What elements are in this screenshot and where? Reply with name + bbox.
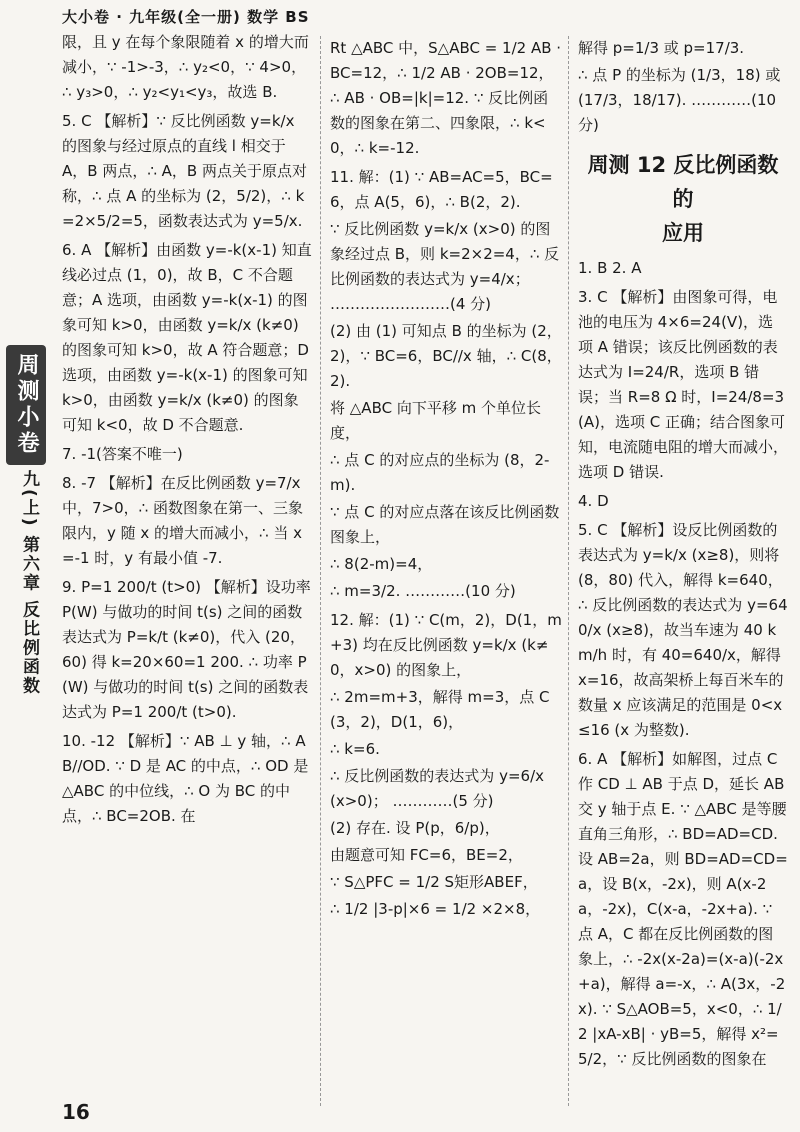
- paragraph: ∴ m=3/2. …………(10 分): [330, 582, 516, 600]
- paragraph: ∵ 点 C 的对应点落在该反比例函数图象上，: [330, 503, 560, 546]
- paragraph: 解得 p=1/3 或 p=17/3.: [578, 39, 745, 57]
- answer-8: 8. -7 【解析】在反比例函数 y=7/x 中，7>0，∴ 函数图象在第一、三象限内，y 随 x 的增大而减小，∴ 当 x=-1 时，y 有最小值 -7.: [62, 474, 303, 567]
- side-tab: 周测小卷: [6, 345, 46, 465]
- answer-7: 7. -1(答案不唯一): [62, 445, 183, 463]
- section-title-line-1: 周测 12 反比例函数的: [587, 153, 779, 211]
- paragraph: 限，且 y 在每个象限随着 x 的增大而减小，∵ -1>-3，∴ y₂<0，∵ 4>0，∴ y₃>0，∴ y₂<y₁<y₃，故选 B.: [62, 33, 309, 101]
- paragraph: ∵ S△PFC = 1/2 S矩形ABEF，: [330, 873, 538, 891]
- paragraph: 由题意可知 FC=6，BE=2，: [330, 846, 523, 864]
- chapter-label: 九(上) 第六章 反比例函数: [19, 470, 39, 696]
- page-header: 大小卷 · 九年级(全一册) 数学 BS: [62, 8, 310, 26]
- answer-10: 10. -12 【解析】∵ AB ⊥ y 轴，∴ AB//OD. ∵ D 是 AC 的中点，∴ OD 是 △ABC 的中位线，∴ O 为 BC 的中点，∴ BC=2OB. 在: [62, 732, 309, 825]
- column-divider: [568, 36, 569, 1106]
- paragraph: ∴ 点 P 的坐标为 (1/3，18) 或 (17/3，18/17). …………(10 分): [578, 66, 781, 134]
- answer-6: 6. A 【解析】由函数 y=-k(x-1) 知直线必过点 (1，0)，故 B，C 不合题意；A 选项，由函数 y=-k(x-1) 的图象可知 k>0，由函数 y=k/x (k≠0) 的图象可知 k>0，故 A 符合题意；D 选项，由函数 y=-k(x-1) 的图象可知 k>0，由函数 y=k/x (k≠0) 的图象可知 k<0，故 D 不合题意.: [62, 241, 312, 434]
- paragraph: (2) 由 (1) 可知点 B 的坐标为 (2，2)，∵ BC=6，BC//x 轴，∴ C(8，2).: [330, 322, 562, 390]
- paragraph: ∴ 1/2 |3-p|×6 = 1/2 ×2×8，: [330, 900, 541, 918]
- column-2: [330, 36, 562, 924]
- answer-9: 9. P=1 200/t (t>0) 【解析】设功率 P(W) 与做功的时间 t(s) 之间的函数表达式为 P=k/t (k≠0)，代入 (20，60) 得 k=20×60=1 200. ∴ 功率 P(W) 与做功的时间 t(s) 之间的函数表达式为 P=1 200/t (t>0).: [62, 578, 311, 721]
- paragraph: Rt △ABC 中，S△ABC = 1/2 AB · BC=12，∴ 1/2 AB · 2OB=12，∴ AB · OB=|k|=12. ∵ 反比例函数的图象在第二、四象限，∴ k<0，∴ k=-12.: [330, 39, 562, 157]
- paragraph: ∴ 点 C 的对应点的坐标为 (8，2-m).: [330, 451, 550, 494]
- paragraph: ∴ 反比例函数的表达式为 y=6/x (x>0)； …………(5 分): [330, 767, 545, 810]
- answer-5: 5. C 【解析】∵ 反比例函数 y=k/x 的图象与经过原点的直线 l 相交于 A，B 两点，∴ A，B 两点关于原点对称，∴ 点 A 的坐标为 (2，5/2)，∴ k=2×5/2=5，函数表达式为 y=5/x.: [62, 112, 307, 230]
- section-title: [578, 148, 788, 250]
- column-1: [62, 30, 312, 833]
- paragraph: ∴ 2m=m+3，解得 m=3，点 C(3，2)，D(1，6)，: [330, 688, 550, 731]
- page-number: 16: [62, 1100, 90, 1124]
- answer-3: 3. C 【解析】由图象可得，电池的电压为 4×6=24(V)，选项 A 错误；该反比例函数的表达式为 I=24/R，选项 B 错误；当 R=8 Ω 时，I=24/8=3(A)，选项 C 正确；结合图象可知，电流随电阻的增大而减小，选项 D 错误.: [578, 288, 789, 481]
- column-divider: [320, 36, 321, 1106]
- paragraph: ∴ 8(2-m)=4，: [330, 555, 433, 573]
- answer-12: 12. 解：(1) ∵ C(m，2)，D(1，m+3) 均在反比例函数 y=k/x (k≠0，x>0) 的图象上，: [330, 611, 562, 679]
- answer-6: 6. A 【解析】如解图，过点 C 作 CD ⊥ AB 于点 D，延长 AB 交 y 轴于点 E. ∵ △ABC 是等腰直角三角形，∴ BD=AD=CD. 设 AB=2a，则 BD=AD=CD=a，设 B(x，-2x)，则 A(x-2a，-2x)，C(x-a，-2x+a). ∵ 点 A，C 都在反比例函数的图象上，∴ -2x(x-2a)=(x-a)(-2x+a)，解得 a=-x，∴ A(3x，-2x). ∵ S△AOB=5，x<0，∴ 1/2 |xA-xB| · yB=5，解得 x²=5/2，∵ 反比例函数的图象在: [578, 750, 788, 1068]
- answer-1-2: 1. B 2. A: [578, 259, 642, 277]
- paragraph: ∴ k=6.: [330, 740, 380, 758]
- paragraph: 将 △ABC 向下平移 m 个单位长度，: [330, 399, 541, 442]
- answer-5: 5. C 【解析】设反比例函数的表达式为 y=k/x (x≥8)，则将 (8，80) 代入，解得 k=640，∴ 反比例函数的表达式为 y=640/x (x≥8)，故当车速为 40 km/h 时，有 40=640/x，解得 x=16，故高架桥上每百米车的数量 x 应该满足的范围是 0<x≤16 (x 为整数).: [578, 521, 788, 739]
- answer-11: 11. 解：(1) ∵ AB=AC=5，BC=6，点 A(5，6)，∴ B(2，2).: [330, 168, 553, 211]
- column-3: [578, 36, 788, 1076]
- paragraph: ∵ 反比例函数 y=k/x (x>0) 的图象经过点 B，则 k=2×2=4，∴ 反比例函数的表达式为 y=4/x； ……………………(4 分): [330, 220, 560, 313]
- paragraph: (2) 存在. 设 P(p，6/p)，: [330, 819, 500, 837]
- section-title-line-2: 应用: [662, 221, 704, 245]
- answer-4: 4. D: [578, 492, 609, 510]
